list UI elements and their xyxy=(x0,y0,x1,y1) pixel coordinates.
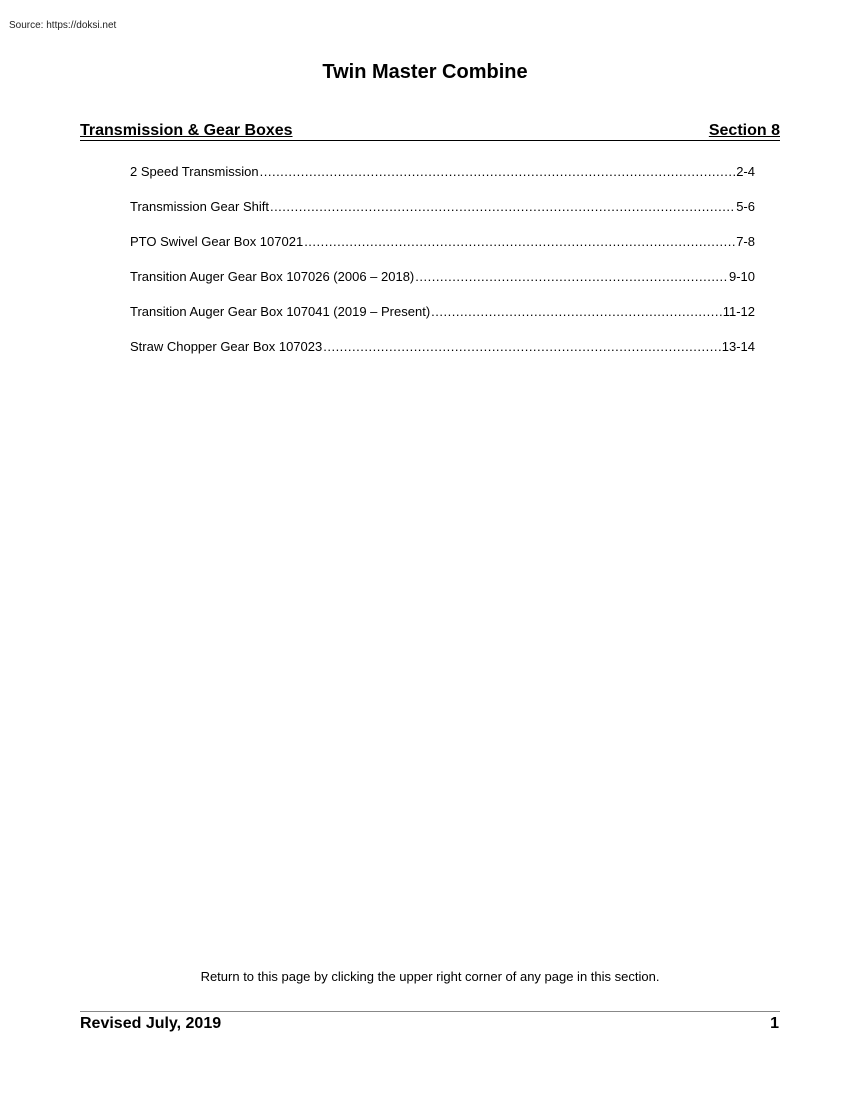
page-number: 1 xyxy=(770,1015,779,1032)
toc-entry-2-speed-transmission[interactable] xyxy=(130,164,755,199)
toc-entry-title: Straw Chopper Gear Box 107023 xyxy=(130,339,323,354)
toc-dot-leader xyxy=(415,269,728,284)
return-instruction-note: Return to this page by clicking the upper right corner of any page in this section. xyxy=(200,969,660,984)
section-number: Section 8 xyxy=(708,122,780,139)
toc-dot-leader xyxy=(323,339,721,354)
toc-entry-title: Transition Auger Gear Box 107026 (2006 – 2018) xyxy=(130,269,415,284)
toc-entry-pto-swivel-gear-box[interactable] xyxy=(130,234,755,269)
table-of-contents xyxy=(130,164,755,374)
toc-dot-leader xyxy=(270,199,735,214)
toc-dot-leader xyxy=(304,234,735,249)
toc-entry-title: 2 Speed Transmission xyxy=(130,164,259,179)
toc-entry-transmission-gear-shift[interactable] xyxy=(130,199,755,234)
toc-entry-pages: 11-12 xyxy=(722,304,755,319)
toc-entry-transition-auger-gear-box-107041[interactable] xyxy=(130,304,755,339)
toc-entry-transition-auger-gear-box-107026[interactable] xyxy=(130,269,755,304)
toc-entry-title: PTO Swivel Gear Box 107021 xyxy=(130,234,304,249)
revision-date: Revised July, 2019 xyxy=(80,1015,222,1032)
toc-entry-pages: 13-14 xyxy=(721,339,755,354)
toc-entry-pages: 5-6 xyxy=(736,199,755,214)
toc-entry-pages: 9-10 xyxy=(728,269,755,284)
toc-entry-straw-chopper-gear-box[interactable] xyxy=(130,339,755,374)
section-header xyxy=(80,121,780,141)
toc-entry-pages: 7-8 xyxy=(736,234,755,249)
document-title: Twin Master Combine xyxy=(322,61,528,83)
source-label: Source: https://doksi.net xyxy=(9,20,117,31)
toc-dot-leader xyxy=(431,304,722,319)
toc-dot-leader xyxy=(260,164,736,179)
toc-entry-title: Transition Auger Gear Box 107041 (2019 – Present) xyxy=(130,304,431,319)
toc-entry-pages: 2-4 xyxy=(736,164,755,179)
toc-entry-title: Transmission Gear Shift xyxy=(130,199,269,214)
section-name: Transmission & Gear Boxes xyxy=(80,122,293,139)
footer-divider xyxy=(80,1011,780,1012)
